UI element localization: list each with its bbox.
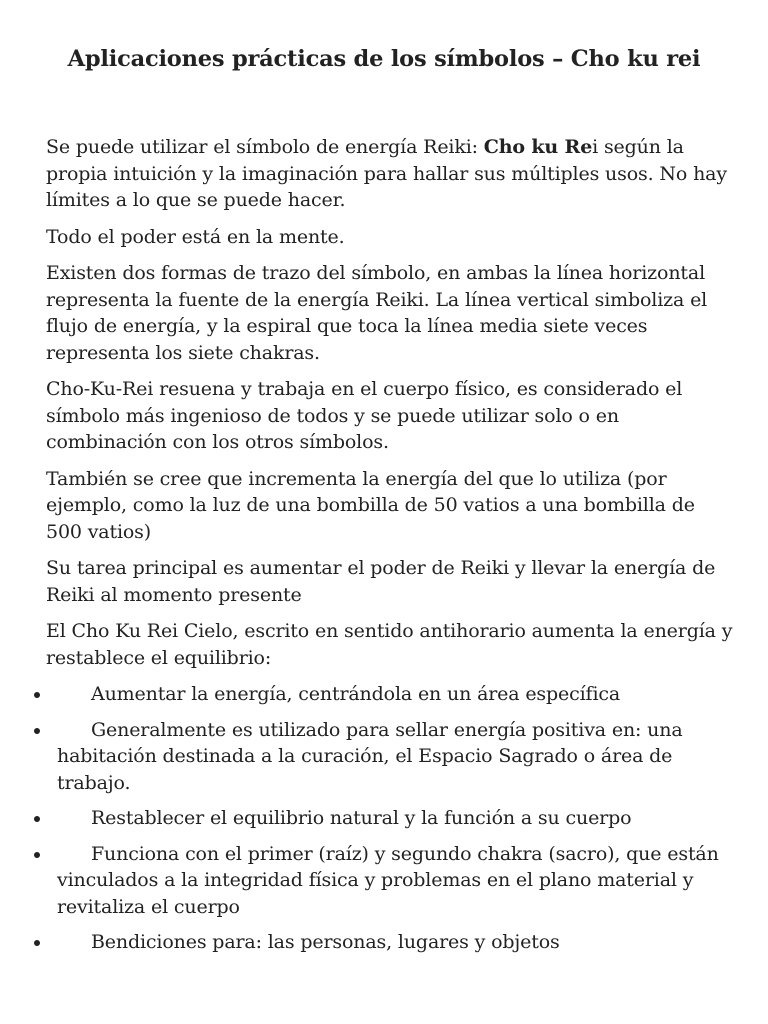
page-title: Aplicaciones prácticas de los símbolos – Cho ku rei xyxy=(67,46,701,72)
paragraph-physical-body: Cho-Ku-Rei resuena y trabaja en el cuerpo físico, es considerado el símbolo más ingenioso de todos y se puede utilizar solo o en combinación con los otros símbolos. xyxy=(46,378,683,453)
list-item-text: Restablecer el equilibrio natural y la función a su cuerpo xyxy=(91,807,632,829)
paragraph-main-task: Su tarea principal es aumentar el poder de Reiki y llevar la energía de Reiki al momento presente xyxy=(46,557,716,606)
list-item xyxy=(46,681,736,708)
list-item xyxy=(46,929,736,956)
paragraph-cho-ku-rei-cielo: El Cho Ku Rei Cielo, escrito en sentido antihorario aumenta la energía y restablece el equilibrio: xyxy=(46,620,733,669)
list-item xyxy=(46,841,736,921)
bullet-icon xyxy=(34,692,40,698)
list-item xyxy=(46,805,736,832)
list-item-text: Bendiciones para: las personas, lugares y objetos xyxy=(91,931,560,953)
list-item-text: Funciona con el primer (raíz) y segundo chakra (sacro), que están vinculados a la integridad física y problemas en el plano material y revitaliza el cuerpo xyxy=(57,842,719,918)
bullet-icon xyxy=(34,940,40,946)
bullet-list xyxy=(46,681,736,956)
paragraph-intro-before: Se puede utilizar el símbolo de energía Reiki: xyxy=(46,136,484,158)
paragraph-power: Todo el poder está en la mente. xyxy=(46,225,345,248)
bullet-icon xyxy=(34,728,40,734)
paragraph-energy-increase: También se cree que incrementa la energía del que lo utiliza (por ejemplo, como la luz de una bombilla de 50 vatios a una bombilla de 500 vatios) xyxy=(46,467,695,543)
paragraph-intro-after: i según la propia intuición y la imaginación para hallar sus múltiples usos. No hay límites a lo que se puede hacer. xyxy=(46,136,727,211)
document-body xyxy=(46,134,736,965)
paragraph-intro-bold: Cho ku Re xyxy=(483,136,593,158)
paragraph-intro xyxy=(46,134,736,214)
list-item-text: Aumentar la energía, centrándola en un área específica xyxy=(91,683,621,705)
bullet-icon xyxy=(34,816,40,822)
list-item-text: Generalmente es utilizado para sellar energía positiva en: una habitación destinada a la curación, el Espacio Sagrado o área de trabajo. xyxy=(57,718,683,794)
bullet-icon xyxy=(34,852,40,858)
paragraph-strokes: Existen dos formas de trazo del símbolo, en ambas la línea horizontal representa la fuente de la energía Reiki. La línea vertical simboliza el flujo de energía, y la espiral que toca la línea media siete veces representa los siete chakras. xyxy=(46,262,708,364)
list-item xyxy=(46,717,736,797)
